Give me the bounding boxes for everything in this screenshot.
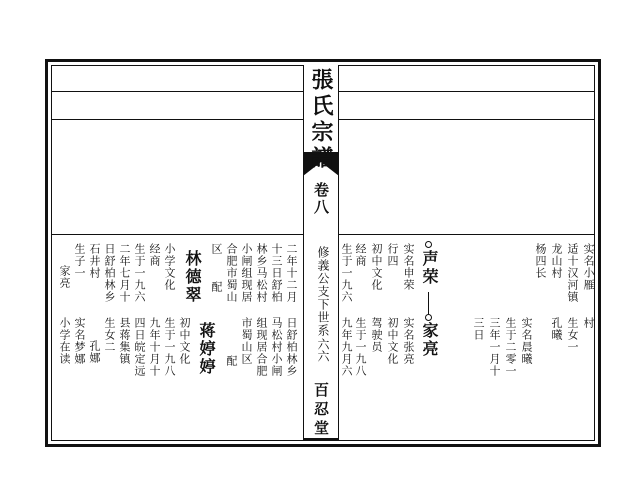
entry-text: 三日 [472, 317, 485, 341]
entry-text: 经商 [148, 243, 161, 267]
person-name-shengrong: 声荣 [420, 250, 439, 286]
entry-text: 林乡马松村 [255, 243, 268, 303]
rule-left-3 [52, 234, 303, 235]
entry-text: 小闸组现居 [240, 243, 253, 303]
entry-text: 十三日舒柏 [270, 243, 283, 303]
entry-text: 日舒柏林乡 [103, 243, 116, 303]
entry-text: 生女一 [566, 317, 579, 353]
person-name-tingting: 蒋婷婷 [197, 322, 216, 376]
entry-text: 实名晨曦 [520, 317, 533, 365]
entry-text: 合肥市蜀山 [225, 243, 238, 303]
entry-text: 小学文化 [163, 243, 176, 291]
entry-text: 经商 [354, 243, 367, 267]
entry-text: 配 [225, 355, 238, 367]
page-number: 六六 [316, 338, 330, 362]
entry-text: 孔曦 [550, 317, 563, 341]
entry-text: 杨四长 [534, 243, 547, 279]
entry-text: 二年七月十 [118, 243, 131, 303]
entry-text: 家亮 [58, 265, 71, 289]
entry-text: 行四 [386, 243, 399, 267]
rule-left-2 [52, 119, 303, 120]
entry-text: 实名小雁 [582, 243, 595, 291]
entry-text: 生于一九六 [133, 243, 146, 303]
entry-text: 小学在读 [58, 317, 71, 365]
entry-text: 县蒋集镇 [118, 317, 131, 365]
entry-text: 实名梦娜 [73, 317, 86, 365]
person-name-jialiang: 家亮 [420, 322, 439, 358]
lineage-node-marker [425, 314, 432, 321]
entry-text: 驾驶员 [370, 317, 383, 353]
entry-text: 市蜀山区 [240, 317, 253, 365]
volume-label: 卷八 [312, 182, 330, 216]
entry-text: 初中文化 [178, 317, 191, 365]
entry-text: 生于一九六 [340, 243, 353, 303]
rule-right-1 [339, 91, 594, 92]
entry-text: 石井村 [88, 243, 101, 279]
rule-left-1 [52, 91, 303, 92]
lineage-node-marker [425, 241, 432, 248]
entry-text: 村 [582, 317, 595, 329]
entry-text: 适十汉河镇 [566, 243, 579, 303]
hall-name: 百忍堂 [312, 382, 330, 439]
entry-text: 九年九月六 [340, 317, 353, 377]
entry-text: 组现居合肥 [255, 317, 268, 377]
entry-text: 生子一 [73, 243, 86, 279]
genealogy-title: 張氏宗譜 [308, 68, 334, 172]
entry-text: 孔娜 [88, 340, 101, 364]
entry-text: 初中文化 [386, 317, 399, 365]
entry-text: 生于二零一 [504, 317, 517, 377]
entry-text: 日舒柏林乡 [285, 317, 298, 377]
entry-text: 龙山村 [550, 243, 563, 279]
entry-text: 四日皖定远 [133, 317, 146, 377]
lineage-label: 修義公支下世系 [316, 246, 330, 337]
entry-text: 初中文化 [370, 243, 383, 291]
lineage-connector [428, 292, 429, 314]
entry-text: 二年十二月 [285, 243, 298, 303]
entry-text: 生女二 [103, 317, 116, 353]
rule-right-2 [339, 119, 594, 120]
entry-text: 配 [210, 281, 223, 293]
entry-text: 生于一九八 [354, 317, 367, 377]
entry-text: 三年一月十 [488, 317, 501, 377]
entry-text: 实名申荣 [402, 243, 415, 291]
entry-text: 马松村小闸 [270, 317, 283, 377]
entry-text: 生于一九八 [163, 317, 176, 377]
rule-right-3 [339, 234, 594, 235]
entry-text: 实名张亮 [402, 317, 415, 365]
entry-text: 九年十月十 [148, 317, 161, 377]
person-name-lindecui: 林德翠 [183, 250, 202, 304]
entry-text: 区 [210, 243, 223, 255]
